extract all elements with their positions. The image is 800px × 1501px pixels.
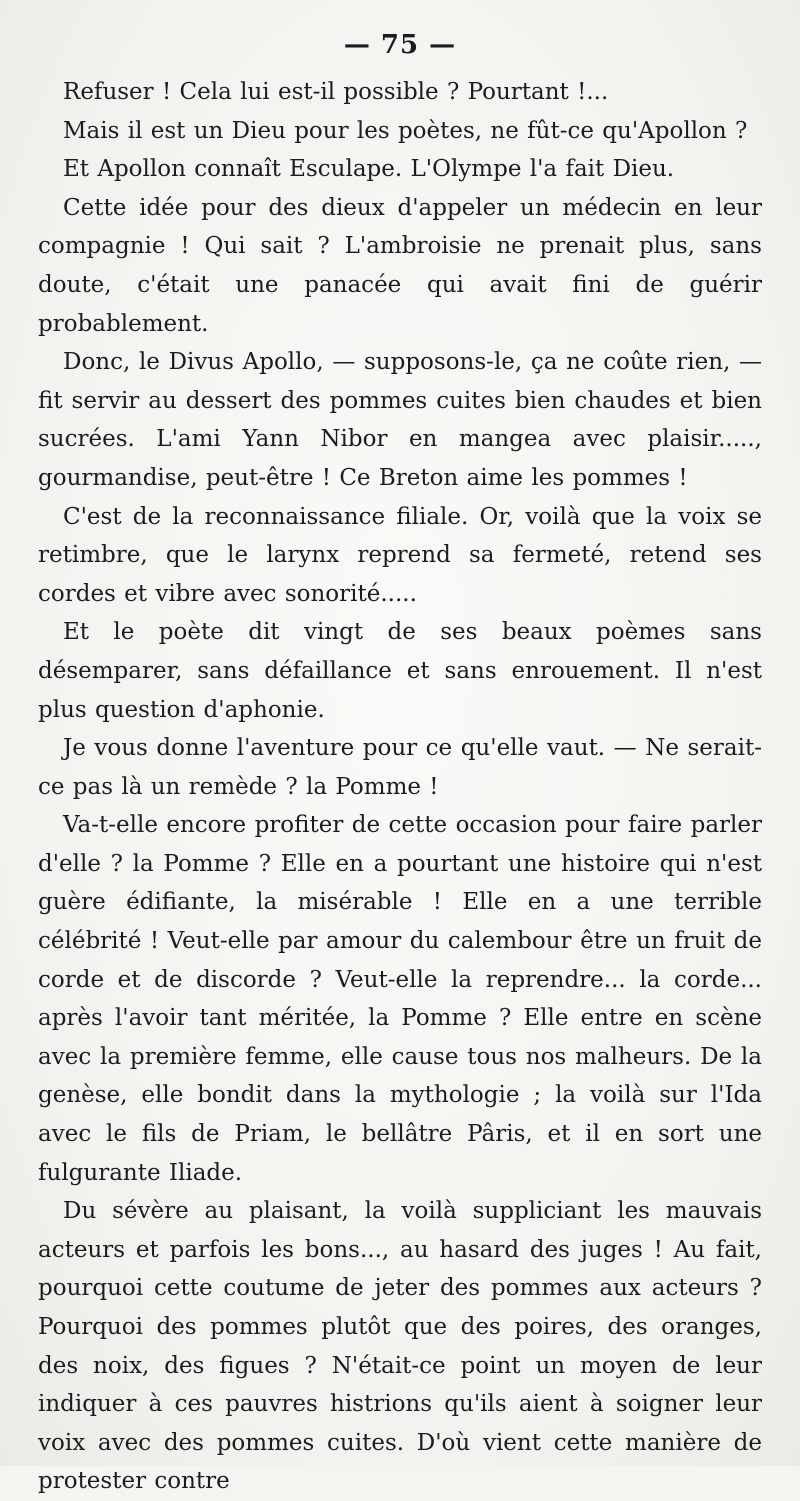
body-text [38,73,762,1501]
paragraph-8: Je vous donne l'aventure pour ce qu'elle vaut. — Ne serait-ce pas là un remède ? la Pomme ! [38,735,762,800]
paragraph-1: Refuser ! Cela lui est-il possible ? Pourtant !... [63,79,609,105]
paragraph-5: Donc, le Divus Apollo, — supposons-le, ça ne coûte rien, — fit servir au dessert des pommes cuites bien chaudes et bien sucrées. L'ami Yann Nibor en mangea avec plaisir....., gourmandise, peut-être ! Ce Breton aime les pommes ! [38,349,762,491]
page-number: — 75 — [343,30,457,60]
paragraph-6: C'est de la reconnaissance filiale. Or, voilà que la voix se retimbre, que le larynx reprend sa fermeté, retend ses cordes et vibre avec sonorité..... [38,503,762,607]
paragraph-4: Cette idée pour des dieux d'appeler un médecin en leur compagnie ! Qui sait ? L'ambroisie ne prenait plus, sans doute, c'était une panacée qui avait fini de guérir probablement. [38,194,762,337]
paragraph-10: Du sévère au plaisant, la voilà suppliciant les mauvais acteurs et parfois les bons..., au hasard des juges ! Au fait, pourquoi cette coutume de jeter des pommes aux acteurs ? Pourquoi des pommes plutôt que des poires, des oranges, des noix, des figues ? N'était-ce point un moyen de leur indiquer à ces pauvres histrions qu'ils aient à soigner leur voix avec des pommes cuites. D'où vient cette manière de protester contre [38,1198,762,1495]
paragraph-7: Et le poète dit vingt de ses beaux poèmes sans désemparer, sans défaillance et sans enrouement. Il n'est plus question d'aphonie. [38,619,762,723]
paragraph-9: Va-t-elle encore profiter de cette occasion pour faire parler d'elle ? la Pomme ? Elle en a pourtant une histoire qui n'est guère édifiante, la misérable ! Elle en a une terrible célébrité ! Veut-elle par amour du calembour être un fruit de corde et de discorde ? Veut-elle la reprendre... la corde... après l'avoir tant méritée, la Pomme ? Elle entre en scène avec la première femme, elle cause tous nos malheurs. De la genèse, elle bondit dans la mythologie ; la voilà sur l'Ida avec le fils de Priam, le bellâtre Pâris, et il en sort une fulgurante Iliade. [38,812,762,1186]
paragraph-3: Et Apollon connaît Esculape. L'Olympe l'a fait Dieu. [63,156,675,183]
paragraph-2: Mais il est un Dieu pour les poètes, ne fût-ce qu'Apollon ? [63,117,748,144]
